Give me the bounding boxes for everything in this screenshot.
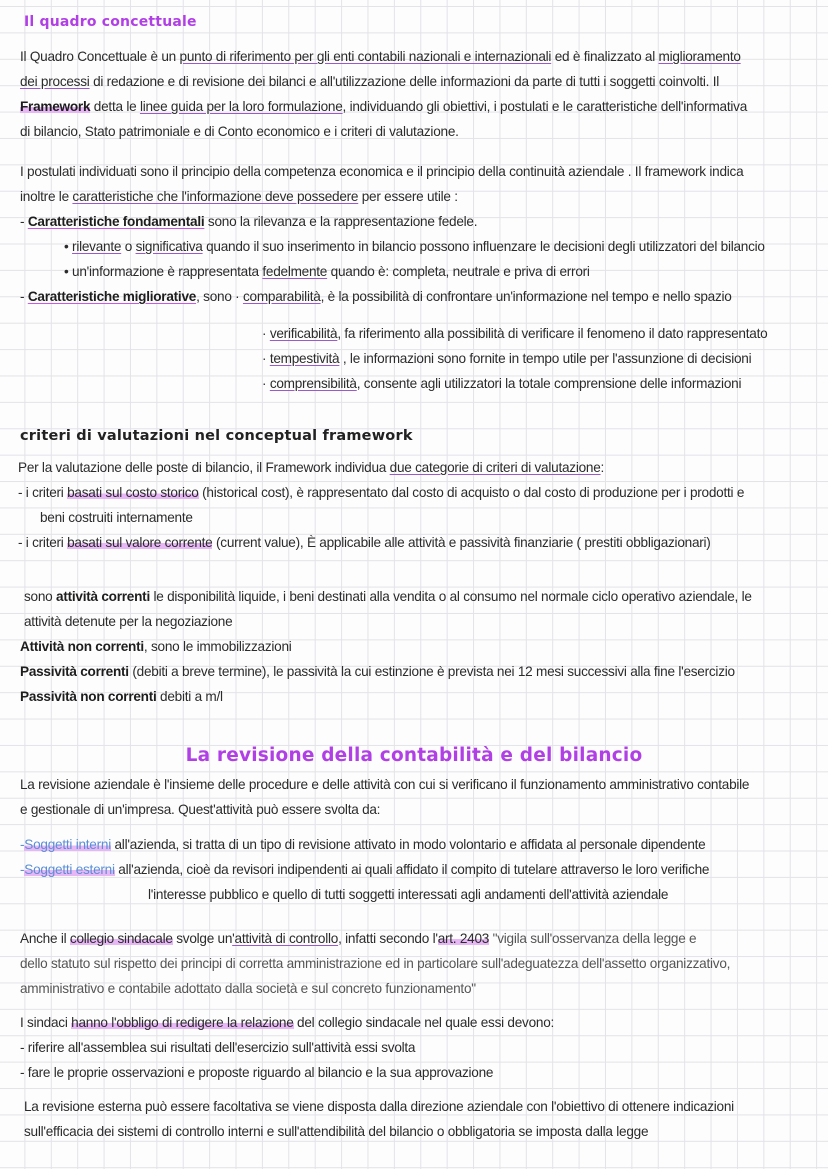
- paragraph-quadro: Il Quadro Concettuale è un punto di riferimento per gli enti contabili nazionali e internazionali ed è finalizzato al miglioramento dei processi di redazione e di revisione dei bilanci e all'utilizzazione delle informazioni da parte di tutti i soggetti coinvolti. Il Framework detta le linee guida per la loro formulazione, individuando gli obiettivi, i postulati e le caratteristiche dell'informativa di bilancio, Stato patrimoniale e di Conto economico e i criteri di valutazione.: [20, 49, 748, 139]
- list-soggetti: -Soggetti interni all'azienda, si tratta di un tipo di revisione attivato in modo volontario e affidata al personale dipendente -Soggetti esterni all'azienda, cioè da revisori indipendenti ai quali affidato il compito di tutelare attraverso le loro verifiche l'interesse pubblico e quello di tutti soggetti interessati agli andamenti dell'attività aziendale: [20, 837, 710, 902]
- paragraph-attivita: sono attività correnti le disponibilità liquide, i beni destinati alla vendita o al consumo nel normale ciclo operativo aziendale, le attività detenute per la negoziazione Attività non correnti, sono le immobilizzazioni Passività correnti (debiti a breve termine), le passività la cui estinzione è prevista nei 12 mesi successivi alla fine l'esercizio Passività non correnti debiti a m/l: [20, 589, 752, 704]
- paragraph-revisione: La revisione aziendale è l'insieme delle procedure e delle attività con cui si verificano il funzionamento amministrativo contabile e gestionale di un'impresa. Quest'attività può essere svolta da:: [20, 777, 750, 817]
- paragraph-revisione-esterna: La revisione esterna può essere facoltativa se viene disposta dalla direzione aziendale con l'obiettivo di ottenere indicazioni sull'efficacia dei sistemi di controllo interni e sull'attendibilità del bilancio o obbligatoria se imposta dalla legge: [24, 1099, 734, 1139]
- section-title-revisione: La revisione della contabilità e del bilancio: [185, 745, 643, 766]
- paragraph-collegio: Anche il collegio sindacale svolge un'attività di controllo, infatti secondo l'art. 2403 "vigila sull'osservanza della legge e dello statuto sul rispetto dei principi di corretta amministrazione ed in particolare sull'adeguatezza dell'assetto organizzativo, amministrativo e contabile adottato dalla società e sul concreto funzionamento": [20, 931, 731, 996]
- list-migliorative: · verificabilità, fa riferimento alla possibilità di verificare il fenomeno il dato rappresentato · tempestività , le informazioni sono fornite in tempo utile per l'assunzione di decisioni · comprensibilità, consente agli utilizzatori la totale comprensione delle informazioni: [262, 326, 768, 391]
- paragraph-postulati: I postulati individuati sono il principio della competenza economica e il principio della continuità aziendale . Il framework indica inoltre le caratteristiche che l'informazione deve possedere per essere utile : - Caratteristiche fondamentali sono la rilevanza e la rappresentazione fedele. • rilevante o significativa quando il suo inserimento in bilancio possono influenzare le decisioni degli utilizzatori del bilancio • un'informazione è rappresentata fedelmente quando è: completa, neutrale e priva di errori - Caratteristiche migliorative, sono · comparabilità, è la possibilità di confrontare un'informazione nel tempo e nello spazio: [20, 164, 765, 304]
- section-title-criteri: criteri di valutazioni nel conceptual framework: [20, 428, 413, 444]
- section-title-quadro: Il quadro concettuale: [24, 14, 197, 30]
- paragraph-criteri: Per la valutazione delle poste di bilancio, il Framework individua due categorie di criteri di valutazione: - i criteri basati sul costo storico (historical cost), è rappresentato dal costo di acquisto o dal costo di produzione per i prodotti e beni costruiti internamente - i criteri basati sul valore corrente (current value), È applicabile alle attività e passività finanziarie ( prestiti obbligazionari): [18, 460, 745, 550]
- paragraph-sindaci: I sindaci hanno l'obbligo di redigere la relazione del collegio sindacale nel quale essi devono: - riferire all'assemblea sui risultati dell'esercizio sull'attività essi svolta - fare le proprie osservazioni e proposte riguardo al bilancio e la sua approvazione: [20, 1015, 555, 1080]
